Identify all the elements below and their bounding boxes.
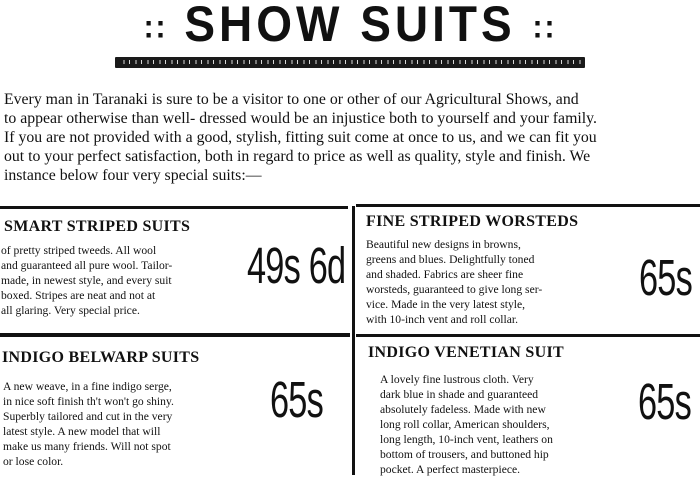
suit-description (380, 372, 630, 477)
headline (0, 0, 700, 52)
description-line: long length, 10-inch vent, leathers on (380, 433, 553, 446)
description-line: or lose color. (3, 455, 64, 468)
headline-dots-right: :: (532, 9, 557, 46)
suit-price: 49s 6d (247, 238, 346, 295)
suit-price: 65s (270, 372, 324, 429)
suit-description (1, 243, 241, 318)
description-line: and guaranteed all pure wool. Tailor- (1, 259, 173, 272)
description-line: latest style. A new model that will (3, 425, 161, 438)
intro-line: Every man in Taranaki is sure to be a visitor to one or other of our Agricultural Shows, and (4, 91, 579, 108)
decorative-rule (115, 57, 585, 68)
description-line: greens and blues. Delightfully toned (366, 253, 535, 266)
description-line: Beautiful new designs in browns, (366, 238, 521, 251)
vertical-divider (352, 206, 355, 475)
suit-indigo-venetian (356, 337, 700, 475)
description-line: worsteds, guaranteed to give long ser- (366, 283, 543, 296)
suit-title: INDIGO VENETIAN SUIT (368, 344, 564, 361)
suit-smart-striped (0, 209, 350, 333)
description-line: and shaded. Fabrics are sheer fine (366, 268, 524, 281)
intro-line: out to your perfect satisfaction, both in regard to price as well as quality, style and finish. We (4, 148, 591, 165)
intro-line: instance below four very special suits:— (4, 167, 262, 184)
headline-title-row (144, 0, 557, 56)
intro-paragraph (4, 90, 698, 185)
description-line: dark blue in shade and guaranteed (380, 388, 539, 401)
suit-description (3, 379, 248, 469)
suit-title: FINE STRIPED WORSTEDS (366, 213, 579, 230)
description-line: A new weave, in a fine indigo serge, (3, 380, 172, 393)
description-line: made, in newest style, and every suit (1, 274, 172, 287)
suit-description (366, 237, 616, 327)
description-line: make us many friends. Will not spot (3, 440, 171, 453)
description-line: in nice soft finish th't won't go shiny. (3, 395, 174, 408)
intro-line: If you are not provided with a good, stylish, fitting suit come at once to us, and we can fit you (4, 129, 597, 146)
description-line: with 10-inch vent and roll collar. (366, 313, 518, 326)
description-line: Superbly tailored and cut in the very (3, 410, 173, 423)
suit-price: 65s (639, 250, 693, 307)
description-line: A lovely fine lustrous cloth. Very (380, 373, 534, 386)
description-line: boxed. Stripes are neat and not at (1, 289, 156, 302)
intro-line: to appear otherwise than well- dressed would be an injustice both to yourself and your family. (4, 110, 597, 127)
suit-fine-striped-worsteds (356, 207, 700, 334)
description-line: all glaring. Very special price. (1, 304, 140, 317)
headline-dots-left: :: (143, 9, 168, 46)
description-line: vice. Made in the very latest style, (366, 298, 526, 311)
suit-price: 65s (638, 374, 692, 431)
suit-indigo-belwarp (0, 337, 350, 475)
description-line: pocket. A perfect masterpiece. (380, 463, 521, 476)
description-line: absolutely fadeless. Made with new (380, 403, 546, 416)
headline-title: SHOW SUITS (184, 0, 516, 53)
suit-title: INDIGO BELWARP SUITS (2, 349, 200, 366)
description-line: of pretty striped tweeds. All wool (1, 244, 157, 257)
description-line: bottom of trousers, and buttoned hip (380, 448, 549, 461)
description-line: long roll collar, American shoulders, (380, 418, 550, 431)
suit-title: SMART STRIPED SUITS (4, 218, 191, 235)
